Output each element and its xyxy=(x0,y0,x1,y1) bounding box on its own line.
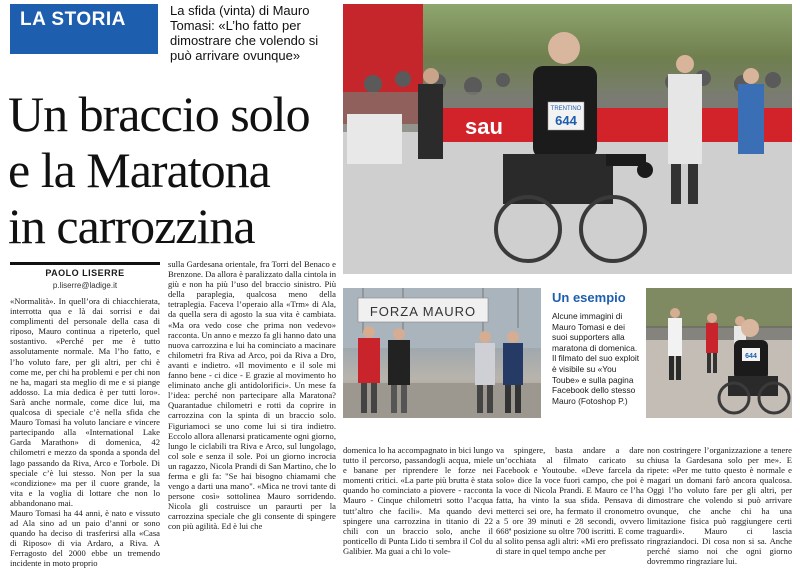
headline-line-2: e la Maratona xyxy=(8,142,270,198)
author-email: p.liserre@ladige.it xyxy=(52,281,118,290)
supporters-banner-text: FORZA MAURO xyxy=(369,304,477,319)
sidebar-caption: Alcune immagini di Mauro Tomasi e dei suoi supporters alla maratona di domenica. Il filmato del suo exploit è visibile su «You Toube» e sulla pagina Facebook dello stesso Mauro (Fotoshop P.) xyxy=(552,311,640,406)
headline xyxy=(8,86,338,254)
column-4-paragraph: va spingere, basta andare a dare un’occhiata al filmato caricato su Facebook e Youtoube. «Deve farcela da solo» dice la voce fuori campo, che poi è la voce di Nicola Prandi. E Mauro ce l’ha fatta, ha vinto la sua sfida. Pensava di metterci sei ore, ha fermato il cronometro a 5 ore 39 minuti e 28 secondi, ovvero 668ª posizione su oltre 700 iscritti. E come al solito pensa agli altri: «Mi ero prefissato di stare in quel tempo anche per xyxy=(496,445,644,556)
column-3-paragraph: domenica lo ha accompagnato in bici lungo tutto il percorso, passandogli acqua, miele e banane per riprendere le forze nei momenti critici. «La parte più brutta è stata quando ho cominciato a piovere - racconta Mauro - Cinque chilometri sotto l’acqua tutt’altro che facili». Ma quando devi spingere una carrozzina in titanio di 22 chili con un braccio solo, anche il ponticello di Punta Lido ti sembra il Col du Galibier. Ma guai a chi lo vole- xyxy=(343,445,493,556)
race-photo-illustration xyxy=(646,288,792,418)
race-bib-number: 644 xyxy=(745,353,757,360)
main-photo-illustration xyxy=(343,4,792,274)
section-kicker xyxy=(10,4,158,54)
article-column-5 xyxy=(647,445,792,567)
article-column-4 xyxy=(496,445,644,558)
column-2-paragraph: sulla Gardesana orientale, fra Torri del Benaco e Brenzone. Da allora è paralizzato dalla cintola in giù e non ha più l’uso del braccio sinistro. Più della paraplegia, qualcosa meno della tetraplegia. Faceva l’operaio alla «Trm» di Ala, da quella sera di agosto la sua vita è cambiata. «Ma ora vedo cose che prima non vedevo» racconta. Un anno e mezzo fa gli hanno dato una nuova carrozzina e lui ha cominciato a macinare chilometri fra Riva ad Arco, poi da Riva a Dro, avanti e indietro. «Il movimento e il sole mi fanno bene - ci dice - E grazie al movimento ho eliminato anche gli antidolorifici». Un mese fa l’idea: perché non partecipare alla Maratona? Quarantadue chilometri e rotti da coprire in carrozzina con la spinta di un braccio solo. Figuriamoci se uno come lui si tira indietro. Eccolo allora allenarsi praticamente ogni giorno, lungo le ciclabili tra Riva e Arco, sul lungolago, col sole e senza il sole. Poi un giorno incrocia un ragazzo, Nicola Prandi di San Martino, che lo ferma e gli fa: "Se hai bisogno chiamami che vengo a darti una mano". «Mica ne trovi tante di persone così» sottolinea Mauro sorridendo. Nicola gli costruisce un paraurti per la carrozzina speciale che gli consente di spingere con più agilità. Ed è lui che xyxy=(168,259,337,532)
bib-sponsor: TRENTINO xyxy=(550,106,582,112)
headline-line-3: in carrozzina xyxy=(8,198,255,254)
article-column-3 xyxy=(343,445,493,558)
column-1-paragraph-1: «Normalità». In quell’ora di chiacchierata, interrotta qua e là dai sorrisi e dai complimenti del personale della casa di riposo, Mauro continua a ripeterlo, quel sostantivo. «Perché per me è tutto assolutamente normale. Ma l’ho fatto, e l’ho voluto fare, per gli altri, per chi è come me, per chi ha problemi e per chi non ne ha, magari sta meglio di me e si piange addosso. La mia dedica è per tutti loro». Sarà anche normale, come dice lui, ma qualcosa di speciale c’è nella sfida che Mauro Tomasi ha voluto lanciare e vincere partecipando alla «International Lake Garda Marathon» di domenica, 42 chilometri e mezzo da sponda a sponda del lago passando da Riva, Arco e Torbole. Di speciale c’è lui stesso. Non per la sua «condizione» ma per il cuore grande, la vita e la voglia di lottare che non lo abbandonano mai. xyxy=(10,296,160,508)
kicker-label: LA STORIA xyxy=(20,9,126,30)
column-1-paragraph-2: Mauro Tomasi ha 44 anni, è nato e vissuto ad Ala sino ad un paio d’anni or sono quando ha deciso di trasferirsi alla «Casa di Riposo» di via Ardaro, a Riva. A Ferragosto del 2000 ebbe un tremendo incidente in moto proprio xyxy=(10,507,160,569)
byline-rule xyxy=(10,262,160,295)
bib-number: 644 xyxy=(555,113,577,128)
banner-text: sau xyxy=(465,114,503,139)
column-5-paragraph: non costringere l’organizzazione a tenere chiusa la Gardesana solo per me». E ripete: «Per me tutto questo è normale e magari un domani farò ancora qualcosa. Oggi l’ho voluto fare per gli altri, per dimostrare che volendo si può arrivare ovunque, che anche chi ha una limitazione fisica può raggiungere certi traguardi». Mauro ci lascia ringraziandoci. Di cosa non si sa. Anche perché siamo noi che ogni giorno dovremmo ringraziare lui. xyxy=(647,445,792,567)
main-photo xyxy=(343,4,792,274)
subheadline: La sfida (vinta) di Mauro Tomasi: «L’ho fatto per dimostrare che volendo si può arrivare ovunque» xyxy=(170,3,319,63)
supporters-photo xyxy=(343,288,541,418)
race-photo xyxy=(646,288,792,418)
article-column-1 xyxy=(10,296,160,569)
headline-line-1: Un braccio solo xyxy=(8,86,310,142)
supporters-photo-illustration xyxy=(343,288,541,418)
article-column-2 xyxy=(168,259,336,559)
sidebar-title: Un esempio xyxy=(552,290,626,305)
author-name: PAOLO LISERRE xyxy=(45,268,125,278)
